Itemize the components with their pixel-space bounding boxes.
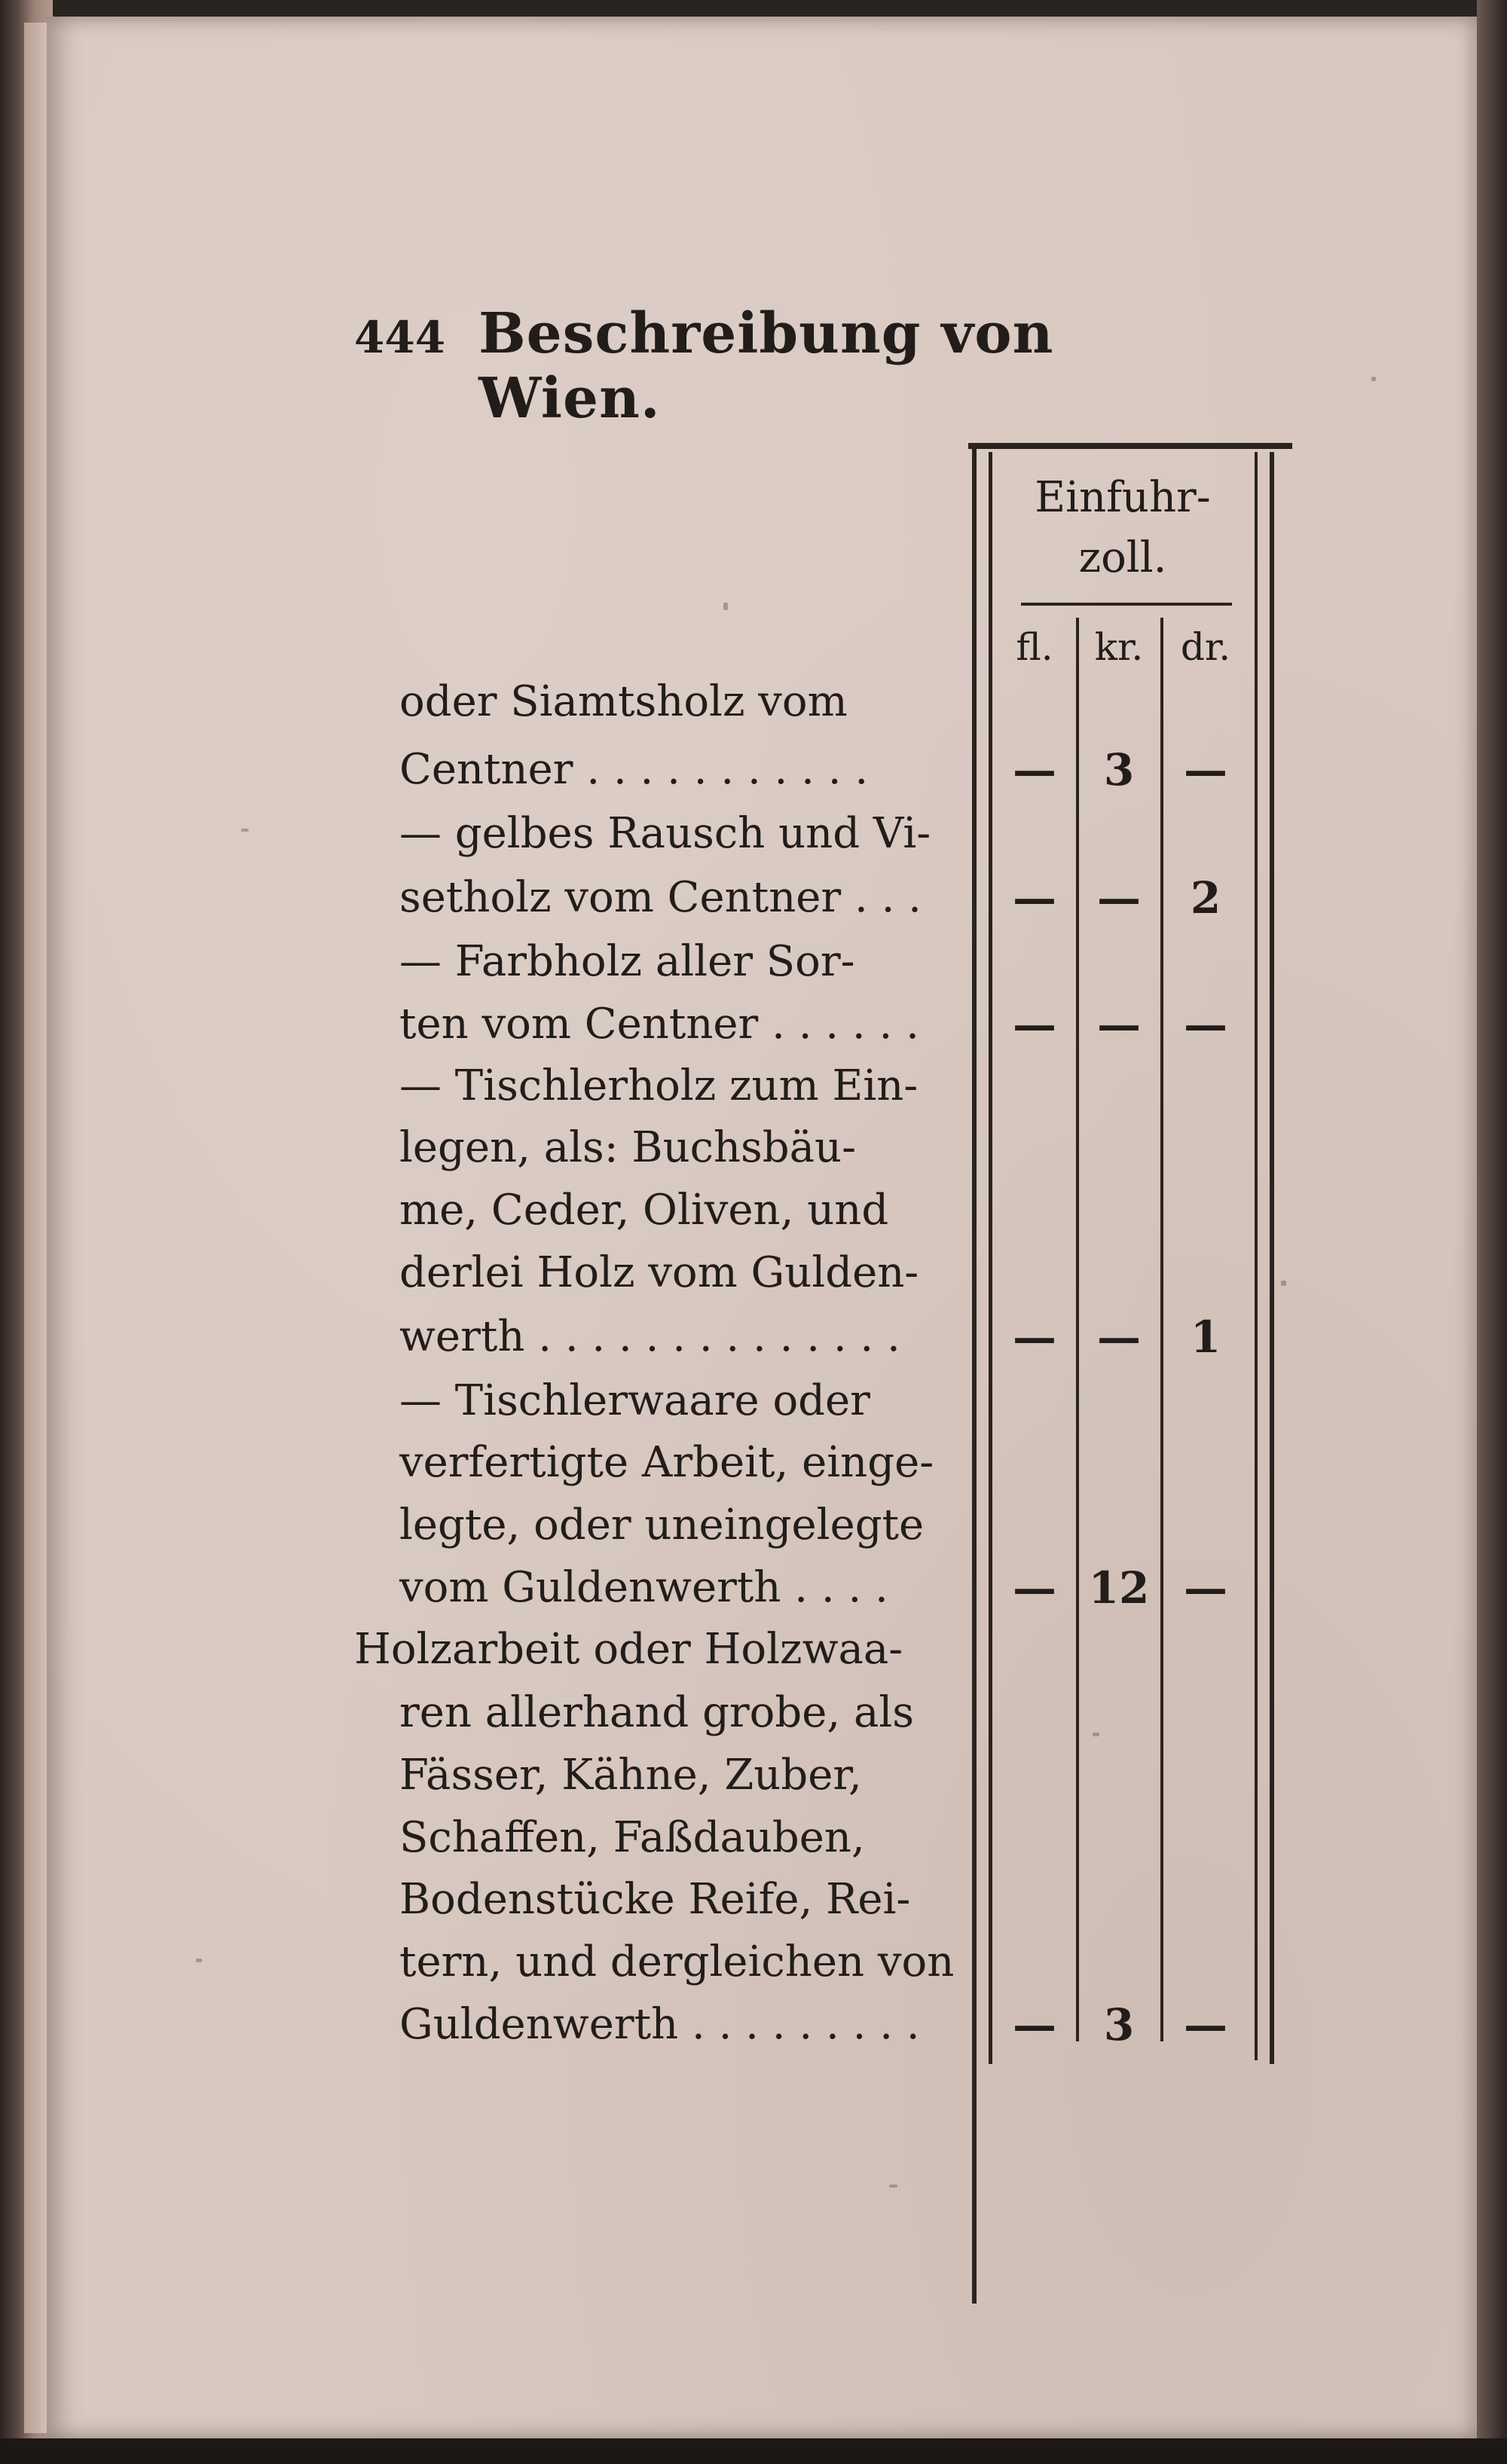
unit-header-dr: dr. [1180, 625, 1231, 669]
value-kr: 3 [1103, 1999, 1135, 2050]
entry-line: derlei Holz vom Gulden- [399, 1248, 919, 1297]
value-fl: — [1013, 1562, 1056, 1614]
unit-header-kr: kr. [1094, 625, 1144, 669]
entry-line: werth . . . . . . . . . . . . . . [399, 1312, 900, 1361]
entry-line: Guldenwerth . . . . . . . . . [399, 2000, 920, 2049]
value-dr: 1 [1190, 1311, 1221, 1363]
value-fl: — [1013, 744, 1056, 795]
entry-line: Fässer, Kähne, Zuber, [399, 1751, 862, 1800]
header-title: Beschreibung von Wien. [478, 301, 1054, 431]
entry-line: Centner . . . . . . . . . . . [399, 745, 869, 794]
entry-line: tern, und dergleichen von [399, 1937, 955, 1986]
table-right-rule-inner [1255, 452, 1258, 2060]
value-kr: — [1097, 1311, 1141, 1363]
value-dr: — [1184, 999, 1227, 1050]
entry-line: ren allerhand grobe, als [399, 1688, 915, 1737]
entry-line: Holzarbeit oder Holzwaa- [354, 1625, 903, 1674]
value-kr: — [1097, 872, 1141, 924]
entry-line: — Farbholz aller Sor- [399, 937, 855, 986]
entry-line: oder Siamtsholz vom [399, 677, 848, 726]
table-left-rule [989, 452, 992, 2064]
entry-line: verfertigte Arbeit, einge- [399, 1438, 934, 1487]
entry-line: legen, als: Buchsbäu- [399, 1123, 857, 1172]
entry-line: legte, oder uneingelegte [399, 1501, 925, 1550]
entry-line: setholz vom Centner . . . [399, 873, 922, 922]
entry-line: ten vom Centner . . . . . . [399, 1000, 919, 1049]
unit-header-fl: fl. [1016, 625, 1053, 669]
value-dr: — [1184, 1999, 1227, 2050]
value-fl: — [1013, 1999, 1056, 2050]
table-right-rule-outer [1270, 452, 1274, 2064]
column-header-line: zoll. [1078, 533, 1167, 582]
value-dr: — [1184, 744, 1227, 795]
entry-line: Bodenstücke Reife, Rei- [399, 1875, 911, 1924]
value-dr: — [1184, 1562, 1227, 1614]
column-header-line: Einfuhr- [1035, 473, 1211, 522]
value-kr: 12 [1088, 1562, 1150, 1614]
entry-line: — Tischlerholz zum Ein- [399, 1061, 919, 1110]
value-fl: — [1013, 999, 1056, 1050]
entry-line: — Tischlerwaare oder [399, 1376, 870, 1425]
unit-divider-kr-dr [1160, 618, 1163, 2041]
entry-line: vom Guldenwerth . . . . [399, 1563, 888, 1612]
value-fl: — [1013, 1311, 1056, 1363]
value-kr: 3 [1103, 744, 1135, 795]
entry-line: me, Ceder, Oliven, und [399, 1186, 889, 1235]
value-dr: 2 [1190, 872, 1221, 924]
value-kr: — [1097, 999, 1141, 1050]
page-number: 444 [354, 312, 446, 363]
entry-line: Schaffen, Faßdauben, [399, 1813, 865, 1862]
column-header-underline [1021, 603, 1232, 606]
entry-line: — gelbes Rausch und Vi- [399, 809, 931, 858]
table-top-rule [968, 443, 1292, 449]
value-fl: — [1013, 872, 1056, 924]
